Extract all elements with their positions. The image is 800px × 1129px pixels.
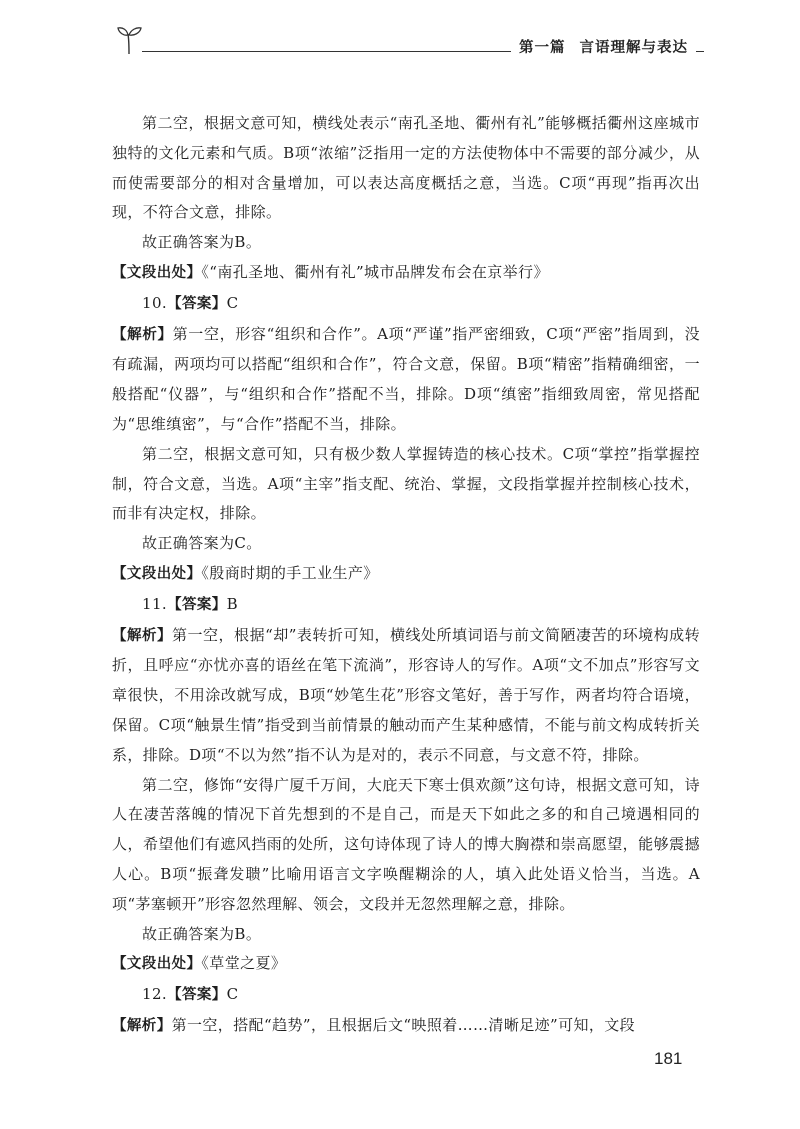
section-tag: 【答案】 xyxy=(167,987,227,1004)
paragraph-text: 故正确答案为C。 xyxy=(142,534,262,553)
paragraph-text: 第二空，根据文意可知，只有极少数人掌握铸造的核心技术。C项“掌控”指掌握控制，符合文意，当选。A项“主宰”指支配、统治、掌握，文段指掌握并控制核心技术，而非有决定权，排除。 xyxy=(112,444,700,523)
paragraph-text: 故正确答案为B。 xyxy=(142,233,262,252)
paragraph xyxy=(112,258,700,289)
paragraph xyxy=(112,559,700,590)
running-header xyxy=(112,20,704,64)
paragraph-text: 第一空，形容“组织和合作”。A项“严谨”指严密细致，C项“严密”指周到，没有疏漏，两项均可以搭配“组织和合作”，符合文意，保留。B项“精密”指精确细密，一般搭配“仪器”，与“组织和合作”搭配不当，排除。D项“缜密”指细致周密，常见搭配为“思维缜密”，与“合作”搭配不当，排除。 xyxy=(112,324,701,433)
paragraph-text: C xyxy=(226,985,239,1004)
question-number: 10. xyxy=(142,293,168,312)
header-section-title: 言语理解与表达 xyxy=(579,40,688,56)
paragraph-text: 《草堂之夏》 xyxy=(201,954,287,973)
sprout-icon xyxy=(112,20,146,58)
section-tag: 【答案】 xyxy=(167,596,227,613)
section-tag: 【文段出处】 xyxy=(112,264,202,281)
paragraph xyxy=(112,440,700,529)
paragraph xyxy=(112,949,700,980)
section-tag: 【解析】 xyxy=(112,627,173,644)
paragraph xyxy=(112,920,700,950)
paragraph-text: 第一空，搭配“趋势”，且根据后文“映照着……清晰足迹”可知，文段 xyxy=(171,1015,636,1034)
section-tag: 【答案】 xyxy=(167,295,227,312)
paragraph-text: 第一空，根据“却”表转折可知，横线处所填词语与前文简陋凄苦的环境构成转折，且呼应“亦忧亦喜的语丝在笔下流淌”，形容诗人的写作。A项“文不加点”形容写文章很快，不用涂改就写成，B项“妙笔生花”形容文笔好，善于写作，两者均符合语境，保留。C项“触景生情”指受到当前情景的触动而产生某种感情，不能与前文构成转折关系，排除。D项“不以为然”指不认为是对的，表示不同意，与文意不符，排除。 xyxy=(112,625,700,764)
section-tag: 【文段出处】 xyxy=(112,565,202,582)
answer-explanations xyxy=(112,109,700,1042)
paragraph xyxy=(112,1011,700,1042)
paragraph-text: 第二空，修饰“安得广厦千万间，大庇天下寒士俱欢颜”这句诗，根据文意可知，诗人在凄苦落魄的情况下首先想到的不是自己，而是天下如此之多的和自己境遇相同的人，希望他们有遮风挡雨的处所，这句诗体现了诗人的博大胸襟和崇高愿望，能够震撼人心。B项“振聋发聩”比喻用语言文字唤醒糊涂的人，填入此处语义恰当，当选。A项“茅塞顿开”形容忽然理解、领会，文段并无忽然理解之意，排除。 xyxy=(112,775,700,913)
paragraph xyxy=(112,980,700,1011)
paragraph xyxy=(112,320,700,440)
paragraph-text: 《“南孔圣地、衢州有礼”城市品牌发布会在京举行》 xyxy=(201,262,549,281)
paragraph xyxy=(112,228,700,258)
paragraph xyxy=(112,529,700,559)
paragraph-text: C xyxy=(226,293,239,312)
paragraph-text: 故正确答案为B。 xyxy=(142,924,262,943)
paragraph-text: B xyxy=(226,594,239,613)
question-number: 12. xyxy=(142,985,168,1004)
paragraph-text: 《殷商时期的手工业生产》 xyxy=(201,563,379,582)
section-tag: 【文段出处】 xyxy=(112,956,202,973)
section-tag: 【解析】 xyxy=(112,1017,172,1034)
paragraph xyxy=(112,289,700,320)
page-number: 181 xyxy=(654,1049,683,1068)
question-number: 11. xyxy=(142,594,168,613)
paragraph xyxy=(112,590,700,621)
paragraph xyxy=(112,109,700,228)
header-part: 第一篇 xyxy=(519,40,566,56)
section-tag: 【解析】 xyxy=(112,326,173,343)
header-title xyxy=(511,36,696,57)
paragraph xyxy=(112,621,700,771)
paragraph-text: 第二空，根据文意可知，横线处表示“南孔圣地、衢州有礼”能够概括衢州这座城市独特的文化元素和气质。B项“浓缩”泛指用一定的方法使物体中不需要的部分减少，从而使需要部分的相对含量增加，可以表达高度概括之意，当选。C项“再现”指再次出现，不符合文意，排除。 xyxy=(112,114,700,222)
paragraph xyxy=(112,771,700,920)
